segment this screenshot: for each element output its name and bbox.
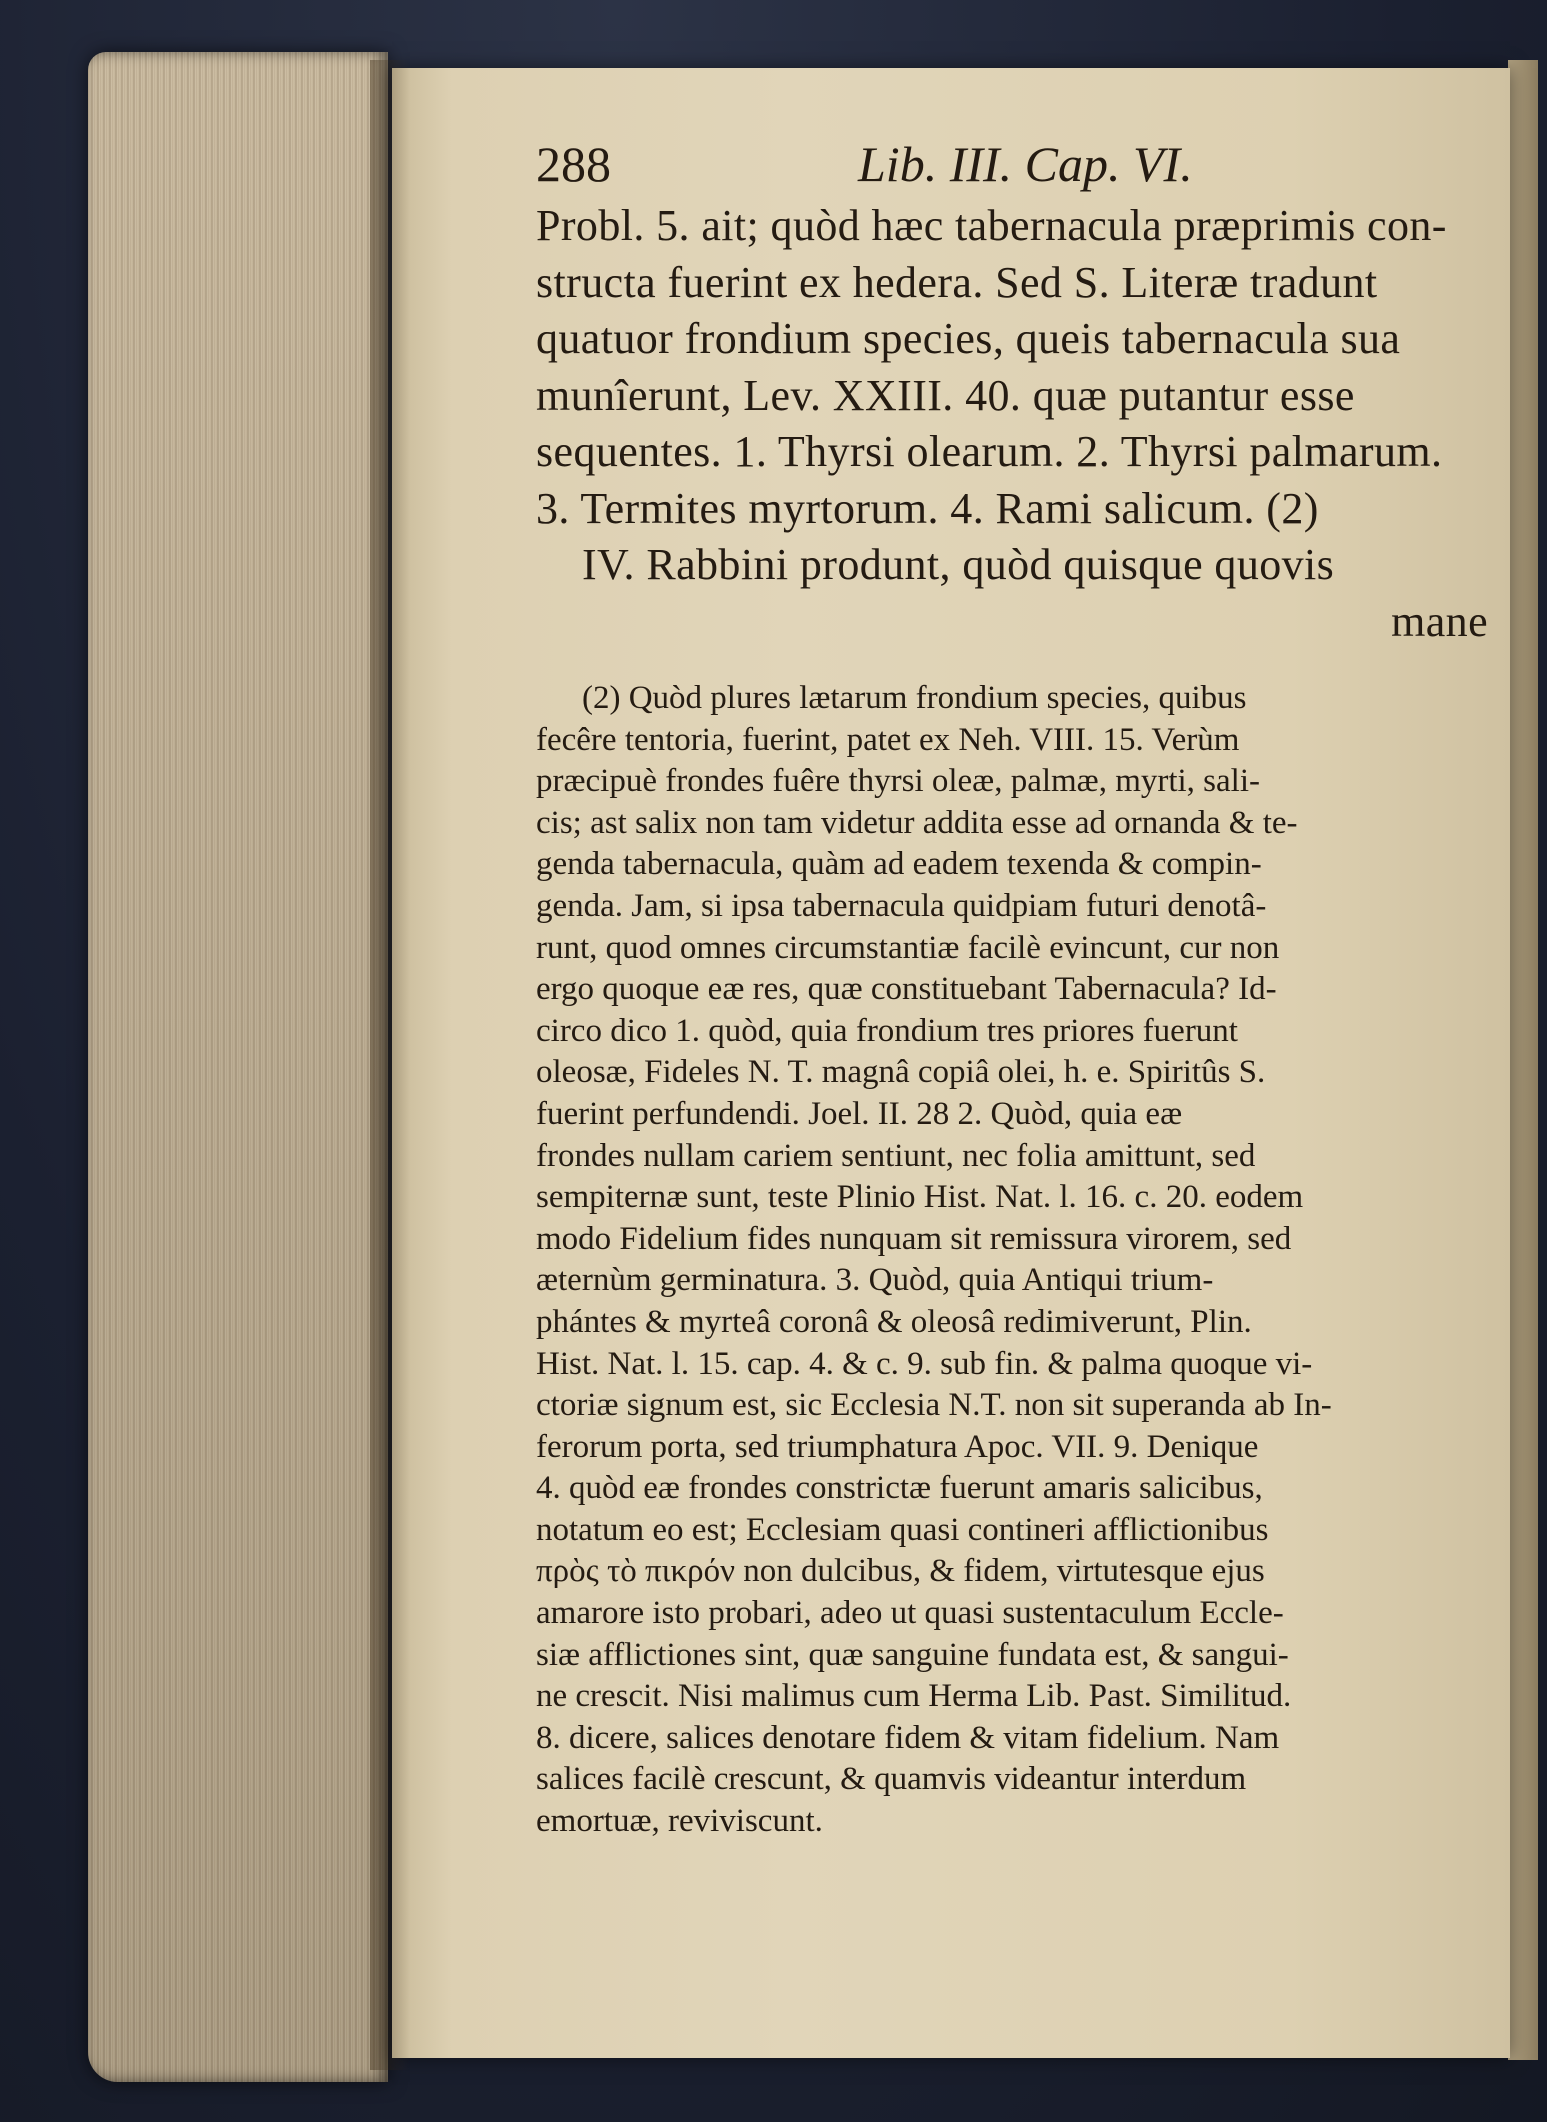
page-header (536, 135, 1488, 195)
book-right-edge (1508, 60, 1538, 2060)
catchword: mane (1391, 596, 1488, 646)
text-line: quatuor frondium species, queis tabernacula sua (536, 314, 1401, 363)
text-line: IV. Rabbini produnt, quòd quisque quovis (582, 540, 1335, 589)
footnote-line: cis; ast salix non tam videtur addita esse ad ornanda & te- (536, 804, 1298, 841)
footnote-line: genda. Jam, si ipsa tabernacula quidpiam futuri denotâ- (536, 887, 1267, 924)
text-line: Probl. 5. ait; quòd hæc tabernacula præprimis con- (536, 201, 1447, 250)
footnote-line: 4. quòd eæ frondes constrictæ fuerunt amaris salicibus, (536, 1470, 1263, 1507)
footnote-line: emortuæ, reviviscunt. (536, 1803, 823, 1840)
text-line: 3. Termites myrtorum. 4. Rami salicum. (2) (536, 483, 1319, 533)
footnote-line: 8. dicere, salices denotare fidem & vitam fidelium. Nam (536, 1719, 1280, 1756)
footnote-line: ferorum porta, sed triumphatura Apoc. VII. 9. Denique (536, 1428, 1259, 1465)
footnote-line: sempiternæ sunt, teste Plinio Hist. Nat. l. 16. c. 20. eodem (536, 1179, 1304, 1216)
binding-shadow (370, 60, 410, 2070)
footnote-line: genda tabernacula, quàm ad eadem texenda & compin- (536, 846, 1262, 883)
footnote-line: oleosæ, Fideles N. T. magnâ copiâ olei, h. e. Spiritûs S. (536, 1054, 1266, 1091)
text-line: munîerunt, Lev. XXIII. 40. quæ putantur esse (536, 370, 1355, 420)
footnote-line: πρὸς τὸ πικρόν non dulcibus, & fidem, virtutesque ejus (536, 1553, 1265, 1590)
text-line: structa fuerint ex hedera. Sed S. Literæ tradunt (536, 257, 1378, 307)
book-page-edges (88, 52, 388, 2082)
footnote-line: amarore isto probari, adeo ut quasi sustentaculum Eccle- (536, 1595, 1284, 1632)
footnote-line: fuerint perfundendi. Joel. II. 28 2. Quòd, quia eæ (536, 1095, 1183, 1132)
footnote-line: ergo quoque eæ res, quæ constituebant Tabernacula? Id- (536, 971, 1277, 1008)
footnote-line: salices facilè crescunt, & quamvis videantur interdum (536, 1761, 1247, 1798)
footnote-line: phántes & myrteâ coronâ & oleosâ redimiverunt, Plin. (536, 1303, 1252, 1340)
footnote-line: modo Fidelium fides nunquam sit remissura virorem, sed (536, 1220, 1292, 1257)
footnote-line: æternùm germinatura. 3. Quòd, quia Antiqui trium- (536, 1262, 1214, 1299)
footnote-line: runt, quod omnes circumstantiæ facilè evincunt, cur non (536, 929, 1280, 966)
footnote-line: siæ afflictiones sint, quæ sanguine fundata est, & sangui- (536, 1636, 1289, 1673)
page-number: 288 (536, 136, 611, 192)
footnote-line: notatum eo est; Ecclesiam quasi contineri afflictionibus (536, 1511, 1269, 1548)
running-title: Lib. III. Cap. VI. (858, 136, 1193, 192)
footnote-line: (2) Quòd plures lætarum frondium species, quibus (582, 680, 1247, 716)
footnote-line: frondes nullam cariem sentiunt, nec folia amittunt, sed (536, 1137, 1256, 1174)
text-line: sequentes. 1. Thyrsi olearum. 2. Thyrsi palmarum. (536, 427, 1443, 476)
main-text (536, 198, 1488, 650)
footnote (536, 678, 1488, 1843)
footnote-line: circo dico 1. quòd, quia frondium tres priores fuerunt (536, 1012, 1238, 1049)
footnote-line: ne crescit. Nisi malimus cum Herma Lib. Past. Similitud. (536, 1678, 1292, 1715)
footnote-line: fecêre tentoria, fuerint, patet ex Neh. VIII. 15. Verùm (536, 721, 1240, 758)
footnote-line: ctoriæ signum est, sic Ecclesia N.T. non sit superanda ab In- (536, 1387, 1332, 1424)
footnote-line: præcipuè frondes fuêre thyrsi oleæ, palmæ, myrti, sali- (536, 763, 1261, 800)
footnote-line: Hist. Nat. l. 15. cap. 4. & c. 9. sub fin. & palma quoque vi- (536, 1345, 1313, 1382)
